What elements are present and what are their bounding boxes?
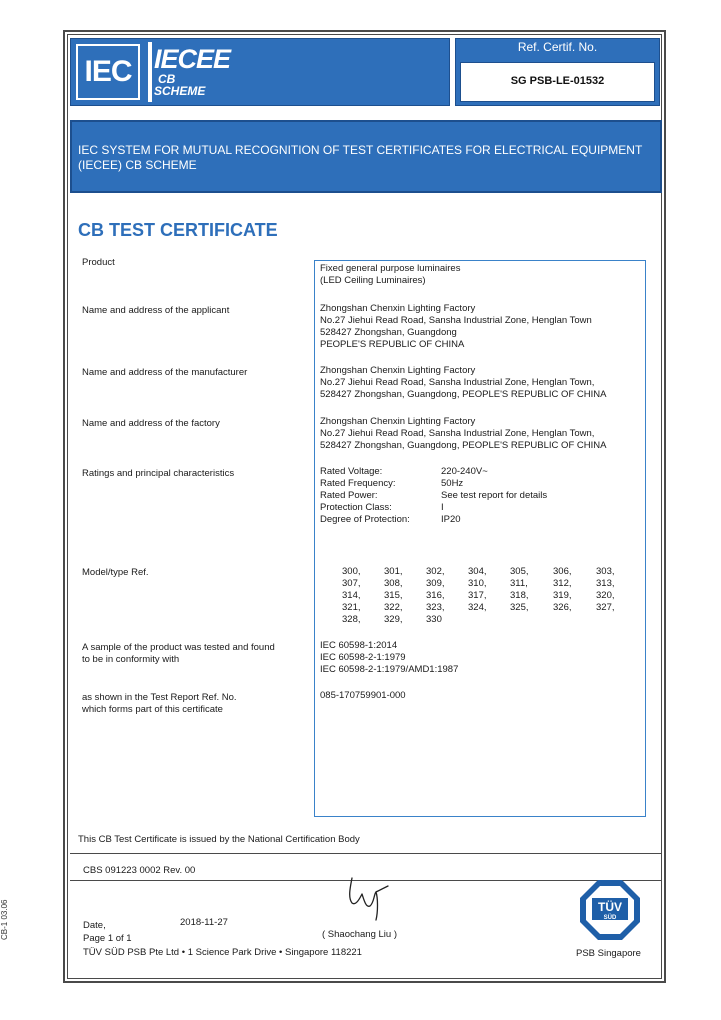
cb-logo-text: CB xyxy=(158,72,176,86)
model-number: 312, xyxy=(553,578,572,589)
model-number: 326, xyxy=(553,602,572,613)
value-line: No.27 Jiehui Read Road, Sansha Industrial Zone, Henglan Town, xyxy=(320,377,595,388)
value-line: Fixed general purpose luminaires xyxy=(320,263,461,274)
value-product xyxy=(320,263,460,287)
value-applicant xyxy=(320,303,592,351)
model-number: 310, xyxy=(468,578,487,589)
label-sample-line: A sample of the product was tested and found xyxy=(82,642,275,653)
model-number: 313, xyxy=(596,578,615,589)
label-sample xyxy=(82,642,275,666)
model-number: 300, xyxy=(342,566,361,577)
value-factory xyxy=(320,416,606,452)
label-product: Product xyxy=(82,257,115,268)
certificate-title: CB TEST CERTIFICATE xyxy=(78,220,278,240)
label-applicant: Name and address of the applicant xyxy=(82,305,230,316)
tuv-logo-subtext: SÜD xyxy=(603,915,617,921)
model-number: 320, xyxy=(596,590,615,601)
standard-item: IEC 60598-2-1:1979 xyxy=(320,652,406,663)
model-number: 311, xyxy=(510,578,528,589)
standard-item: IEC 60598-2-1:1979/AMD1:1987 xyxy=(320,664,459,675)
rating-value: See test report for details xyxy=(441,490,548,501)
value-line: Zhongshan Chenxin Lighting Factory xyxy=(320,416,476,427)
rating-name: Protection Class: xyxy=(320,502,392,513)
model-number: 323, xyxy=(426,602,445,613)
label-report-line: which forms part of this certificate xyxy=(82,704,223,715)
model-number: 305, xyxy=(510,566,529,577)
rating-value: 220-240V~ xyxy=(441,466,488,477)
model-number: 307, xyxy=(342,578,361,589)
label-model: Model/type Ref. xyxy=(82,567,149,578)
value-manufacturer xyxy=(320,365,606,401)
value-line: No.27 Jiehui Read Road, Sansha Industrial Zone, Henglan Town, xyxy=(320,428,595,439)
label-manufacturer: Name and address of the manufacturer xyxy=(82,367,248,378)
issued-by-statement: This CB Test Certificate is issued by the National Certification Body xyxy=(78,834,360,845)
model-number: 301, xyxy=(384,566,403,577)
model-number: 318, xyxy=(510,590,529,601)
model-number: 329, xyxy=(384,614,403,625)
tuv-sud-logo xyxy=(578,878,642,942)
ref-certificate-label: Ref. Certif. No. xyxy=(517,40,598,54)
label-report xyxy=(82,692,237,716)
iec-logo: IEC xyxy=(76,44,140,100)
scheme-logo-text: SCHEME xyxy=(154,84,206,98)
rating-name: Rated Voltage: xyxy=(320,466,383,477)
value-line: PEOPLE'S REPUBLIC OF CHINA xyxy=(320,339,465,350)
page-number: Page 1 of 1 xyxy=(83,933,132,944)
model-number: 321, xyxy=(342,602,361,613)
model-number: 309, xyxy=(426,578,445,589)
cbs-reference: CBS 091223 0002 Rev. 00 xyxy=(83,865,196,876)
value-line: Zhongshan Chenxin Lighting Factory xyxy=(320,303,476,314)
value-line: 528427 Zhongshan, Guangdong, PEOPLE'S REPUBLIC OF CHINA xyxy=(320,440,607,451)
model-number: 330 xyxy=(426,614,442,625)
label-ratings: Ratings and principal characteristics xyxy=(82,468,235,479)
value-line: Zhongshan Chenxin Lighting Factory xyxy=(320,365,476,376)
model-number: 319, xyxy=(553,590,572,601)
iecee-cb-scheme-logo xyxy=(148,42,231,102)
rating-value: 50Hz xyxy=(441,478,464,489)
model-number: 308, xyxy=(384,578,403,589)
system-title-line: (IECEE) CB SCHEME xyxy=(78,158,197,172)
value-line: No.27 Jiehui Read Road, Sansha Industrial Zone, Henglan Town xyxy=(320,315,592,326)
signature xyxy=(340,868,400,923)
rating-value: I xyxy=(441,502,444,513)
iecee-logo-text: IECEE xyxy=(154,44,231,74)
rating-name: Rated Power: xyxy=(320,490,378,501)
model-number: 302, xyxy=(426,566,445,577)
model-number: 328, xyxy=(342,614,361,625)
model-number: 314, xyxy=(342,590,361,601)
ref-certificate-number: SG PSB-LE-01532 xyxy=(510,75,605,87)
value-report-number: 085-170759901-000 xyxy=(320,690,406,701)
date-value: 2018-11-27 xyxy=(180,917,228,928)
value-line: 528427 Zhongshan, Guangdong xyxy=(320,327,457,338)
footer-divider xyxy=(70,853,662,854)
label-factory: Name and address of the factory xyxy=(82,418,220,429)
iecee-logo-bar xyxy=(148,42,152,102)
label-report-line: as shown in the Test Report Ref. No. xyxy=(82,692,237,703)
model-number: 306, xyxy=(553,566,572,577)
psb-singapore-label: PSB Singapore xyxy=(576,948,641,959)
model-number: 324, xyxy=(468,602,487,613)
value-line: (LED Ceiling Luminaires) xyxy=(320,275,426,286)
rating-value: IP20 xyxy=(441,514,461,525)
model-number: 327, xyxy=(596,602,615,613)
tuv-logo-text: TÜV xyxy=(598,900,622,914)
model-number: 325, xyxy=(510,602,529,613)
model-number: 322, xyxy=(384,602,403,613)
system-title-line: IEC SYSTEM FOR MUTUAL RECOGNITION OF TEST CERTIFICATES FOR ELECTRICAL EQUIPMENT xyxy=(78,143,643,157)
rating-name: Degree of Protection: xyxy=(320,514,410,525)
model-number: 316, xyxy=(426,590,445,601)
model-number: 303, xyxy=(596,566,615,577)
value-standards xyxy=(320,640,458,676)
model-number: 317, xyxy=(468,590,487,601)
standard-item: IEC 60598-1:2014 xyxy=(320,640,398,651)
rating-name: Rated Frequency: xyxy=(320,478,396,489)
issuer-address: TÜV SÜD PSB Pte Ltd • 1 Science Park Drive • Singapore 118221 xyxy=(83,947,362,958)
form-code: CB-1 03.06 xyxy=(0,899,9,940)
date-label: Date, xyxy=(83,920,106,931)
signer-name: ( Shaochang Liu ) xyxy=(322,929,397,940)
model-number: 315, xyxy=(384,590,403,601)
model-number: 304, xyxy=(468,566,487,577)
value-line: 528427 Zhongshan, Guangdong, PEOPLE'S REPUBLIC OF CHINA xyxy=(320,389,607,400)
label-sample-line: to be in conformity with xyxy=(82,654,180,665)
system-title xyxy=(78,143,658,173)
